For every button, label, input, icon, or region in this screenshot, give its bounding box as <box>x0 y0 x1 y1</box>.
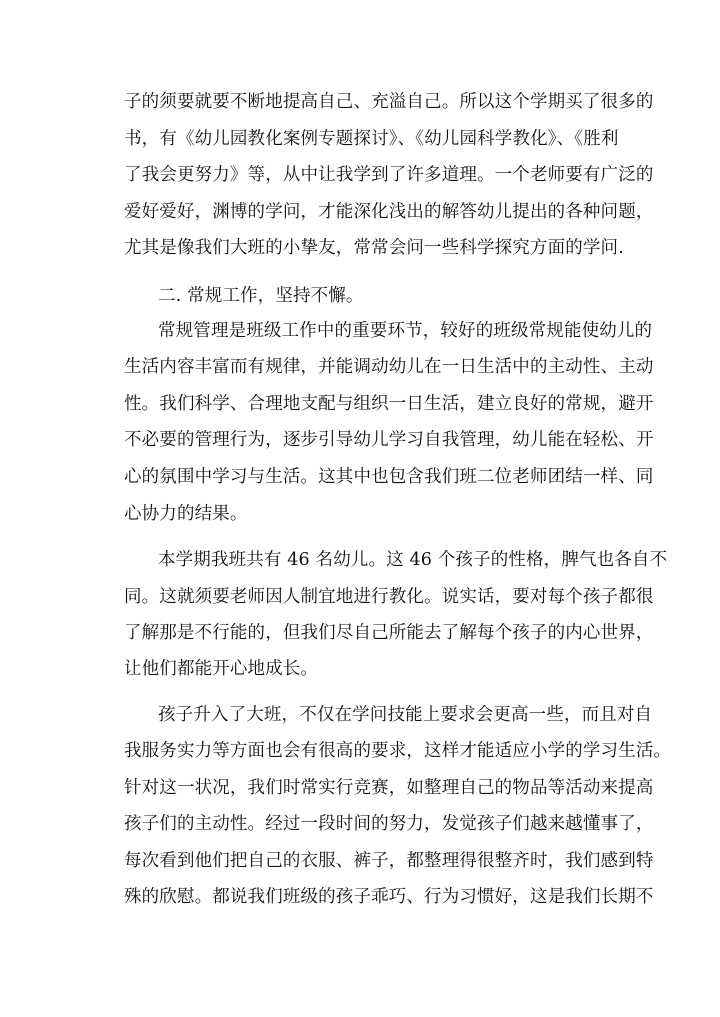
text-line: 同。这就须要老师因人制宜地进行教化。说实话，要对每个孩子都很 <box>124 587 654 607</box>
text-line: 我服务实力等方面也会有很高的要求，这样才能适应小学的学习生活。 <box>124 741 672 761</box>
text-line: 针对这一状况，我们时常实行竞赛，如整理自己的物品等活动来提高 <box>124 778 654 798</box>
text-line: 爱好爱好，渊博的学问，才能深化浅出的解答幼儿提出的各种问题， <box>124 202 654 222</box>
text-line: 了我会更努力》等，从中让我学到了许多道理。一个老师要有广泛的 <box>124 165 654 185</box>
text-line: 不必要的管理行为，逐步引导幼儿学习自我管理，幼儿能在轻松、开 <box>124 430 654 450</box>
text-line: 心协力的结果。 <box>124 504 248 524</box>
text-line: 殊的欣慰。都说我们班级的孩子乖巧、行为习惯好，这是我们长期不 <box>124 887 654 907</box>
text-line: 每次看到他们把自己的衣服、裤子，都整理得很整齐时，我们感到特 <box>124 851 654 871</box>
text-line: 性。我们科学、合理地支配与组织一日生活，建立良好的常规，避开 <box>124 394 654 414</box>
text-line: 心的氛围中学习与生活。这其中也包含我们班二位老师团结一样、同 <box>124 467 654 487</box>
text-line: 孩子升入了大班，不仅在学问技能上要求会更高一些，而且对自 <box>158 705 653 725</box>
text-line: 子的须要就要不断地提高自己、充溢自己。所以这个学期买了很多的 <box>124 92 654 112</box>
text-line: 生活内容丰富而有规律，并能调动幼儿在一日生活中的主动性、主动 <box>124 357 654 377</box>
section-heading: 二. 常规工作，坚持不懈。 <box>158 286 364 306</box>
text-line: 尤其是像我们大班的小挚友，常常会问一些科学探究方面的学问. <box>124 238 624 258</box>
text-line: 让他们都能开心地成长。 <box>124 659 319 679</box>
text-line: 了解那是不行能的，但我们尽自己所能去了解每个孩子的内心世界， <box>124 623 654 643</box>
text-line: 书，有《幼儿园教化案例专题探讨》、《幼儿园科学教化》、《胜利 <box>124 129 619 149</box>
text-line: 本学期我班共有 46 名幼儿。这 46 个孩子的性格，脾气也各自不 <box>158 550 668 570</box>
text-line: 孩子们的主动性。经过一段时间的努力，发觉孩子们越来越懂事了， <box>124 814 654 834</box>
text-line: 常规管理是班级工作中的重要环节，较好的班级常规能使幼儿的 <box>158 321 653 341</box>
